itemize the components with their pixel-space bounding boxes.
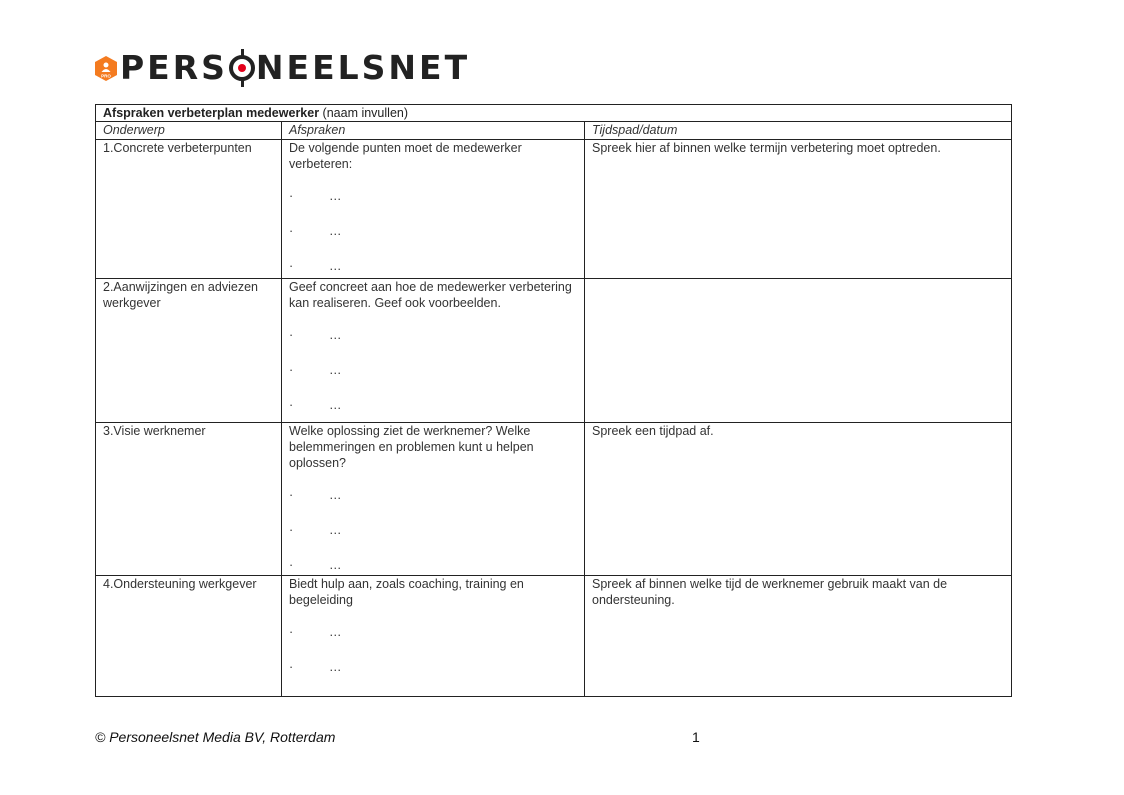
bullet-text: …	[329, 488, 342, 502]
list-item: · …	[289, 259, 342, 273]
row-agreement	[282, 279, 585, 423]
bullet-text: …	[329, 224, 342, 238]
table-row	[96, 140, 1012, 279]
improvement-plan-table	[95, 104, 1012, 697]
target-o-icon	[229, 55, 255, 81]
row-agreement	[282, 140, 585, 279]
row-subject: 1.Concrete verbeterpunten	[96, 140, 282, 279]
bullet-list	[289, 624, 577, 679]
row-timeline: Spreek een tijdpad af.	[585, 423, 1012, 576]
table-row	[96, 279, 1012, 423]
row-agreement	[282, 423, 585, 576]
bullet-text: …	[329, 558, 342, 572]
row-agreement	[282, 576, 585, 697]
list-item: · …	[289, 523, 342, 537]
list-item: · …	[289, 363, 342, 377]
list-item: · …	[289, 625, 342, 639]
header-timeline: Tijdspad/datum	[585, 122, 1012, 140]
row-timeline	[585, 279, 1012, 423]
list-item: · …	[289, 488, 342, 502]
header-agreement: Afspraken	[282, 122, 585, 140]
bullet-list	[289, 327, 577, 417]
list-item: · …	[289, 224, 342, 238]
agreement-text: Biedt hulp aan, zoals coaching, training en begeleiding	[289, 577, 524, 607]
row-subject: 4.Ondersteuning werkgever	[96, 576, 282, 697]
pro-badge-text: PRO	[101, 73, 111, 78]
brand-wordmark-start: PERS	[120, 48, 228, 87]
bullet-text: …	[329, 189, 342, 203]
row-timeline: Spreek hier af binnen welke termijn verbetering moet optreden.	[585, 140, 1012, 279]
bullet-text: …	[329, 363, 342, 377]
bullet-text: …	[329, 625, 342, 639]
table-title-row	[96, 105, 1012, 122]
table-title-rest: (naam invullen)	[319, 106, 409, 120]
pro-badge-icon	[95, 56, 117, 81]
bullet-list	[289, 487, 577, 575]
row-subject: 3.Visie werknemer	[96, 423, 282, 576]
bullet-text: …	[329, 328, 342, 342]
list-item: · …	[289, 328, 342, 342]
bullet-text: …	[329, 523, 342, 537]
table-title	[96, 105, 1012, 122]
table-row	[96, 576, 1012, 697]
brand-wordmark-end: NEELSNET	[255, 48, 471, 87]
bullet-list	[289, 188, 577, 278]
list-item: · …	[289, 660, 342, 674]
bullet-text: …	[329, 660, 342, 674]
brand-wordmark	[120, 50, 470, 86]
agreement-text: De volgende punten moet de medewerker verbeteren:	[289, 141, 522, 171]
bullet-text: …	[329, 259, 342, 273]
agreement-text: Geef concreet aan hoe de medewerker verbetering kan realiseren. Geef ook voorbeelden.	[289, 280, 572, 310]
bullet-text: …	[329, 398, 342, 412]
agreement-text: Welke oplossing ziet de werknemer? Welke belemmeringen en problemen kunt u helpen oplossen?	[289, 424, 534, 470]
list-item: · …	[289, 189, 342, 203]
list-item: · …	[289, 398, 342, 412]
table-row	[96, 423, 1012, 576]
footer-copyright: © Personeelsnet Media BV, Rotterdam	[95, 729, 336, 745]
header-subject: Onderwerp	[96, 122, 282, 140]
row-timeline: Spreek af binnen welke tijd de werknemer gebruik maakt van de ondersteuning.	[585, 576, 1012, 697]
row-subject: 2.Aanwijzingen en adviezen werkgever	[96, 279, 282, 423]
page-number: 1	[692, 729, 700, 745]
table-title-bold: Afspraken verbeterplan medewerker	[103, 106, 320, 120]
table-header-row	[96, 122, 1012, 140]
list-item: · …	[289, 558, 342, 572]
personeelsnet-logo	[95, 50, 470, 86]
